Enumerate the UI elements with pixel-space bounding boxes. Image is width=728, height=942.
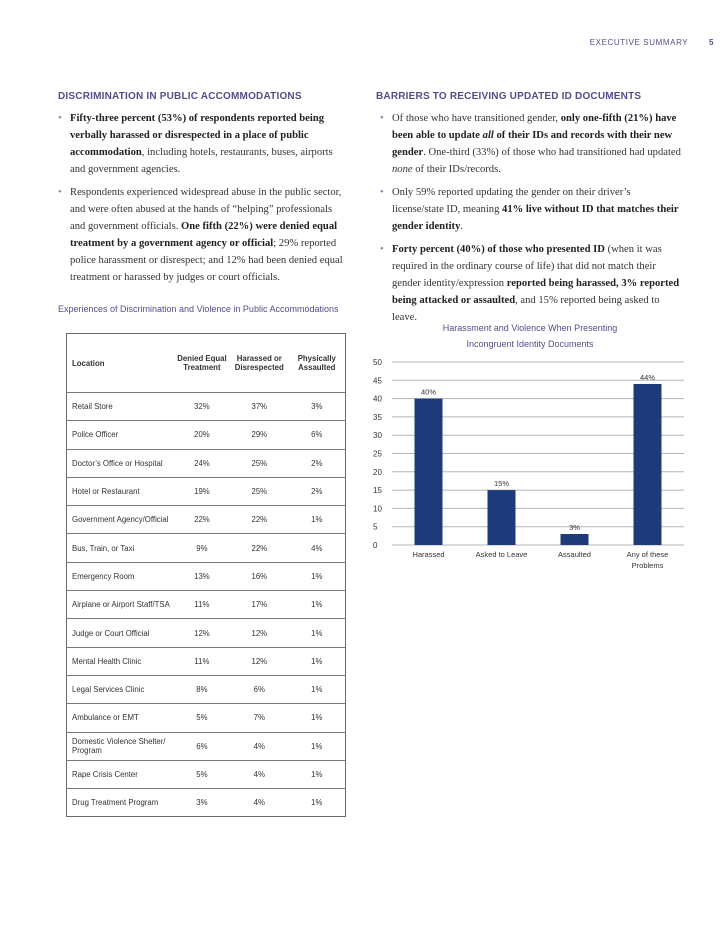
chart-bar (561, 534, 589, 545)
bullet-text: . (460, 221, 464, 232)
bullet-item (380, 110, 682, 178)
cell-assaulted: 1% (289, 732, 346, 760)
bullet-text: Respondents experienced widespread abuse in the public sector, and were often abused at the hands of “helping” professionals and government officials. (70, 187, 342, 232)
cell-assaulted: 1% (289, 619, 346, 647)
cell-assaulted: 6% (289, 421, 346, 449)
cell-harassed: 7% (230, 704, 289, 732)
table-row (67, 449, 346, 477)
cell-assaulted: 2% (289, 449, 346, 477)
bullet-text: Only 59% reported updating the gender on their driver’s license/state ID, meaning (392, 187, 631, 215)
x-category-label: Any of these (626, 550, 669, 559)
cell-denied: 8% (174, 675, 230, 703)
cell-assaulted: 1% (289, 789, 346, 817)
bar-value-label: 3% (569, 523, 580, 533)
y-tick-label: 25 (373, 449, 382, 459)
cell-harassed: 4% (230, 789, 289, 817)
table-row (67, 732, 346, 760)
cell-denied: 24% (174, 449, 230, 477)
public-accommodations-bullets (58, 110, 350, 292)
bullet-bold-text: only one-fifth (21%) have been able to update (392, 113, 677, 141)
table-row (67, 619, 346, 647)
cell-location: Bus, Train, or Taxi (67, 534, 174, 562)
x-category-label: Asked to Leave (475, 550, 528, 559)
column-header-harassed: Harassed or Disrespected (234, 354, 284, 372)
table-row (67, 647, 346, 675)
cell-assaulted: 1% (289, 675, 346, 703)
cell-denied: 19% (174, 477, 230, 505)
table-row (67, 393, 346, 421)
bullet-italic-text: none (392, 164, 413, 175)
cell-location: Police Officer (67, 421, 174, 449)
cell-denied: 20% (174, 421, 230, 449)
cell-assaulted: 1% (289, 506, 346, 534)
chart-bar (415, 399, 443, 545)
cell-location: Rape Crisis Center (67, 760, 174, 788)
cell-location: Judge or Court Official (67, 619, 174, 647)
cell-assaulted: 4% (289, 534, 346, 562)
cell-denied: 5% (174, 704, 230, 732)
y-tick-label: 20 (373, 467, 382, 477)
cell-harassed: 29% (230, 421, 289, 449)
table-row (67, 477, 346, 505)
discrimination-table (66, 333, 346, 817)
cell-denied: 11% (174, 647, 230, 675)
y-tick-label: 45 (373, 376, 382, 386)
bullet-bold-italic-text: all (482, 130, 494, 141)
bar-value-label: 44% (639, 372, 656, 382)
table-row (67, 675, 346, 703)
cell-assaulted: 1% (289, 647, 346, 675)
bullet-bold-text: of their IDs and records with their new gender (392, 130, 673, 158)
bullet-text: . One-third (33%) of those who had transitioned had updated (423, 147, 681, 158)
cell-harassed: 4% (230, 760, 289, 788)
bullet-item (380, 184, 682, 235)
bar-value-label: 15% (493, 479, 510, 489)
bullet-text: (when it was required in the ordinary course of life) that did not match their gender identity/expression (392, 244, 662, 289)
cell-denied: 12% (174, 619, 230, 647)
cell-denied: 3% (174, 789, 230, 817)
cell-location: Emergency Room (67, 562, 174, 590)
bullet-bold-text: Forty percent (40%) of those who presented ID (392, 244, 605, 255)
cell-assaulted: 1% (289, 562, 346, 590)
table-row (67, 534, 346, 562)
bullet-item (380, 241, 682, 326)
cell-location: Government Agency/Official (67, 506, 174, 534)
cell-harassed: 25% (230, 449, 289, 477)
section-name: EXECUTIVE SUMMARY (589, 38, 689, 47)
bullet-bold-text: Fifty-three percent (53%) of respondents reported being verbally harassed or disrespected in a place of public accommodation (70, 113, 325, 158)
id-barriers-bullets (380, 110, 682, 332)
cell-denied: 22% (174, 506, 230, 534)
chart-bar (488, 490, 516, 545)
cell-harassed: 37% (230, 393, 289, 421)
table-row (67, 421, 346, 449)
running-header (590, 38, 714, 47)
table-header-row (67, 334, 346, 393)
chart-bar (634, 384, 662, 545)
cell-location: Retail Store (67, 393, 174, 421)
bullet-bold-text: One fifth (22%) were denied equal treatment by a government agency or official (70, 221, 338, 249)
cell-denied: 32% (174, 393, 230, 421)
table-row (67, 789, 346, 817)
y-tick-label: 15 (373, 486, 382, 496)
cell-location: Drug Treatment Program (67, 789, 174, 817)
cell-location: Airplane or Airport Staff/TSA (67, 591, 174, 619)
table-caption: Experiences of Discrimination and Violence in Public Accommodations (58, 304, 339, 314)
y-tick-label: 10 (373, 504, 382, 514)
column-header-location: Location (72, 358, 105, 368)
cell-harassed: 25% (230, 477, 289, 505)
y-tick-label: 50 (373, 358, 382, 367)
cell-location: Doctor’s Office or Hospital (67, 449, 174, 477)
cell-denied: 6% (174, 732, 230, 760)
cell-harassed: 22% (230, 506, 289, 534)
cell-assaulted: 1% (289, 704, 346, 732)
x-category-label: Harassed (412, 550, 445, 559)
cell-location: Mental Health Clinic (67, 647, 174, 675)
page-number: 5 (708, 38, 714, 47)
bullet-text: , including hotels, restaurants, buses, airports and government agencies. (70, 147, 333, 175)
cell-harassed: 4% (230, 732, 289, 760)
bullet-text: , and 15% reported being asked to leave. (392, 295, 660, 323)
table-row (67, 562, 346, 590)
cell-location: Domestic Violence Shelter/ Program (67, 732, 174, 760)
cell-harassed: 12% (230, 647, 289, 675)
bullet-bold-text: 41% live without ID that matches their gender identity (392, 204, 679, 232)
chart-svg (370, 318, 690, 578)
section-title-id-barriers: BARRIERS TO RECEIVING UPDATED ID DOCUMENTS (376, 91, 642, 102)
column-header-assaulted: Physically Assaulted (297, 354, 336, 372)
y-tick-label: 30 (373, 431, 382, 441)
x-category-label: Assaulted (558, 550, 591, 559)
cell-denied: 5% (174, 760, 230, 788)
table-row (67, 591, 346, 619)
y-tick-label: 0 (373, 541, 378, 550)
cell-denied: 13% (174, 562, 230, 590)
bullet-text: of their IDs/records. (412, 164, 501, 175)
id-chart (370, 318, 690, 578)
bullet-text: Of those who have transitioned gender, (392, 113, 561, 124)
cell-harassed: 6% (230, 675, 289, 703)
bullet-text: ; 29% reported police harassment or disrespect; and 12% had been denied equal treatment or harassed by judges or court officials. (70, 238, 343, 283)
cell-assaulted: 1% (289, 760, 346, 788)
cell-assaulted: 3% (289, 393, 346, 421)
cell-harassed: 22% (230, 534, 289, 562)
cell-denied: 9% (174, 534, 230, 562)
cell-harassed: 12% (230, 619, 289, 647)
cell-denied: 11% (174, 591, 230, 619)
bullet-bold-text: reported being harassed, 3% reported being attacked or assaulted (392, 278, 680, 306)
x-category-label: Problems (631, 561, 664, 570)
y-tick-label: 5 (373, 522, 378, 532)
y-tick-label: 40 (373, 394, 382, 404)
bullet-item (58, 184, 350, 286)
bullet-item (58, 110, 350, 178)
y-tick-label: 35 (373, 412, 382, 422)
table-row (67, 704, 346, 732)
bar-value-label: 40% (420, 387, 437, 397)
cell-assaulted: 1% (289, 591, 346, 619)
table-row (67, 506, 346, 534)
section-title-public-accommodations: DISCRIMINATION IN PUBLIC ACCOMMODATIONS (58, 91, 302, 102)
chart-title: Incongruent Identity Documents (466, 339, 594, 349)
table-row (67, 760, 346, 788)
cell-location: Legal Services Clinic (67, 675, 174, 703)
cell-location: Ambulance or EMT (67, 704, 174, 732)
cell-assaulted: 2% (289, 477, 346, 505)
column-header-denied: Denied Equal Treatment (177, 354, 227, 372)
cell-location: Hotel or Restaurant (67, 477, 174, 505)
chart-title: Harassment and Violence When Presenting (442, 323, 618, 333)
cell-harassed: 17% (230, 591, 289, 619)
cell-harassed: 16% (230, 562, 289, 590)
